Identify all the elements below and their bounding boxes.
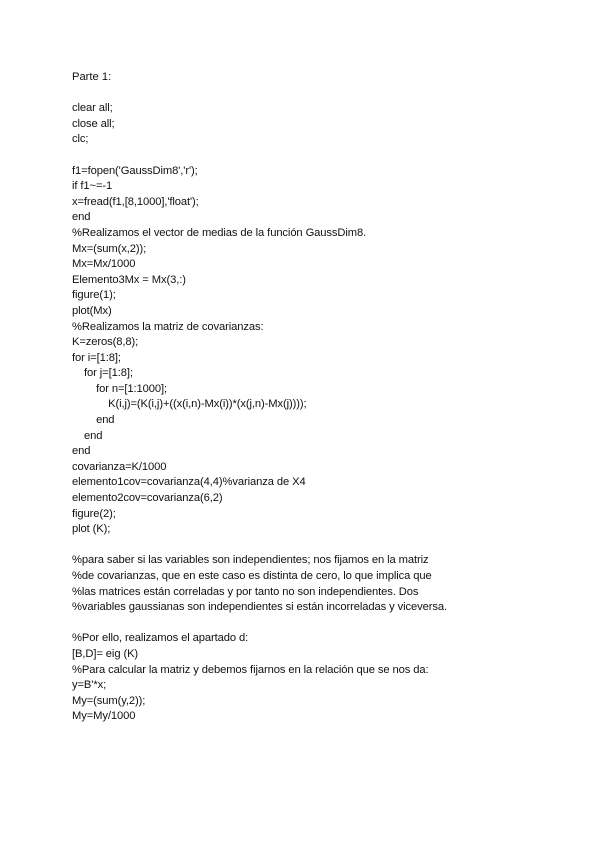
code-line: end bbox=[72, 414, 115, 427]
code-line: plot (K); bbox=[72, 523, 111, 536]
code-line: for n=[1:1000]; bbox=[72, 382, 168, 395]
code-line: plot(Mx) bbox=[72, 304, 112, 317]
code-line: Mx=Mx/1000 bbox=[72, 258, 136, 271]
code-line: My=My/1000 bbox=[72, 710, 136, 723]
code-line: figure(2); bbox=[72, 507, 116, 520]
code-line: %Realizamos la matriz de covarianzas: bbox=[72, 320, 264, 333]
document-content bbox=[72, 70, 572, 725]
code-line: end bbox=[72, 445, 91, 458]
code-line: for i=[1:8]; bbox=[72, 351, 121, 364]
section-heading: Parte 1: bbox=[72, 71, 112, 83]
blank-line bbox=[72, 616, 572, 632]
code-line: clc; bbox=[72, 133, 89, 146]
code-line: close all; bbox=[72, 117, 115, 130]
code-line: Elemento3Mx = Mx(3,:) bbox=[72, 273, 186, 286]
code-line: K=zeros(8,8); bbox=[72, 336, 139, 349]
code-line: %para saber si las variables son independientes; nos fijamos en la matriz bbox=[72, 554, 429, 567]
blank-line bbox=[72, 538, 572, 554]
code-line: %de covarianzas, que en este caso es distinta de cero, lo que implica que bbox=[72, 570, 432, 582]
code-line: if f1~=-1 bbox=[72, 180, 113, 193]
code-line: end bbox=[72, 211, 91, 224]
code-line: %Por ello, realizamos el apartado d: bbox=[72, 632, 249, 645]
code-line: end bbox=[72, 429, 103, 442]
code-line: x=fread(f1,[8,1000],'float'); bbox=[72, 195, 199, 208]
code-line: %las matrices están correladas y por tanto no son independientes. Dos bbox=[72, 585, 419, 598]
code-line: %Para calcular la matriz y debemos fijarnos en la relación que se nos da: bbox=[72, 663, 429, 676]
blank-line bbox=[72, 148, 572, 164]
code-line: %variables gaussianas son independientes si están incorreladas y viceversa. bbox=[72, 601, 447, 614]
code-line: K(i,j)=(K(i,j)+((x(i,n)-Mx(i))*(x(j,n)-Mx(j)))); bbox=[72, 398, 307, 411]
code-line: clear all; bbox=[72, 102, 113, 115]
code-block bbox=[72, 101, 572, 725]
code-line: elemento2cov=covarianza(6,2) bbox=[72, 492, 223, 505]
code-line: for j=[1:8]; bbox=[72, 367, 133, 380]
code-line: My=(sum(y,2)); bbox=[72, 694, 146, 707]
code-line: elemento1cov=covarianza(4,4)%varianza de X4 bbox=[72, 476, 306, 489]
code-line: Mx=(sum(x,2)); bbox=[72, 242, 147, 255]
code-line: [B,D]= eig (K) bbox=[72, 647, 139, 660]
code-line: covarianza=K/1000 bbox=[72, 460, 167, 473]
code-line: figure(1); bbox=[72, 289, 116, 302]
code-line: y=B'*x; bbox=[72, 679, 107, 692]
code-line: f1=fopen('GaussDim8','r'); bbox=[72, 164, 198, 177]
code-line: %Realizamos el vector de medias de la función GaussDim8. bbox=[72, 226, 367, 239]
